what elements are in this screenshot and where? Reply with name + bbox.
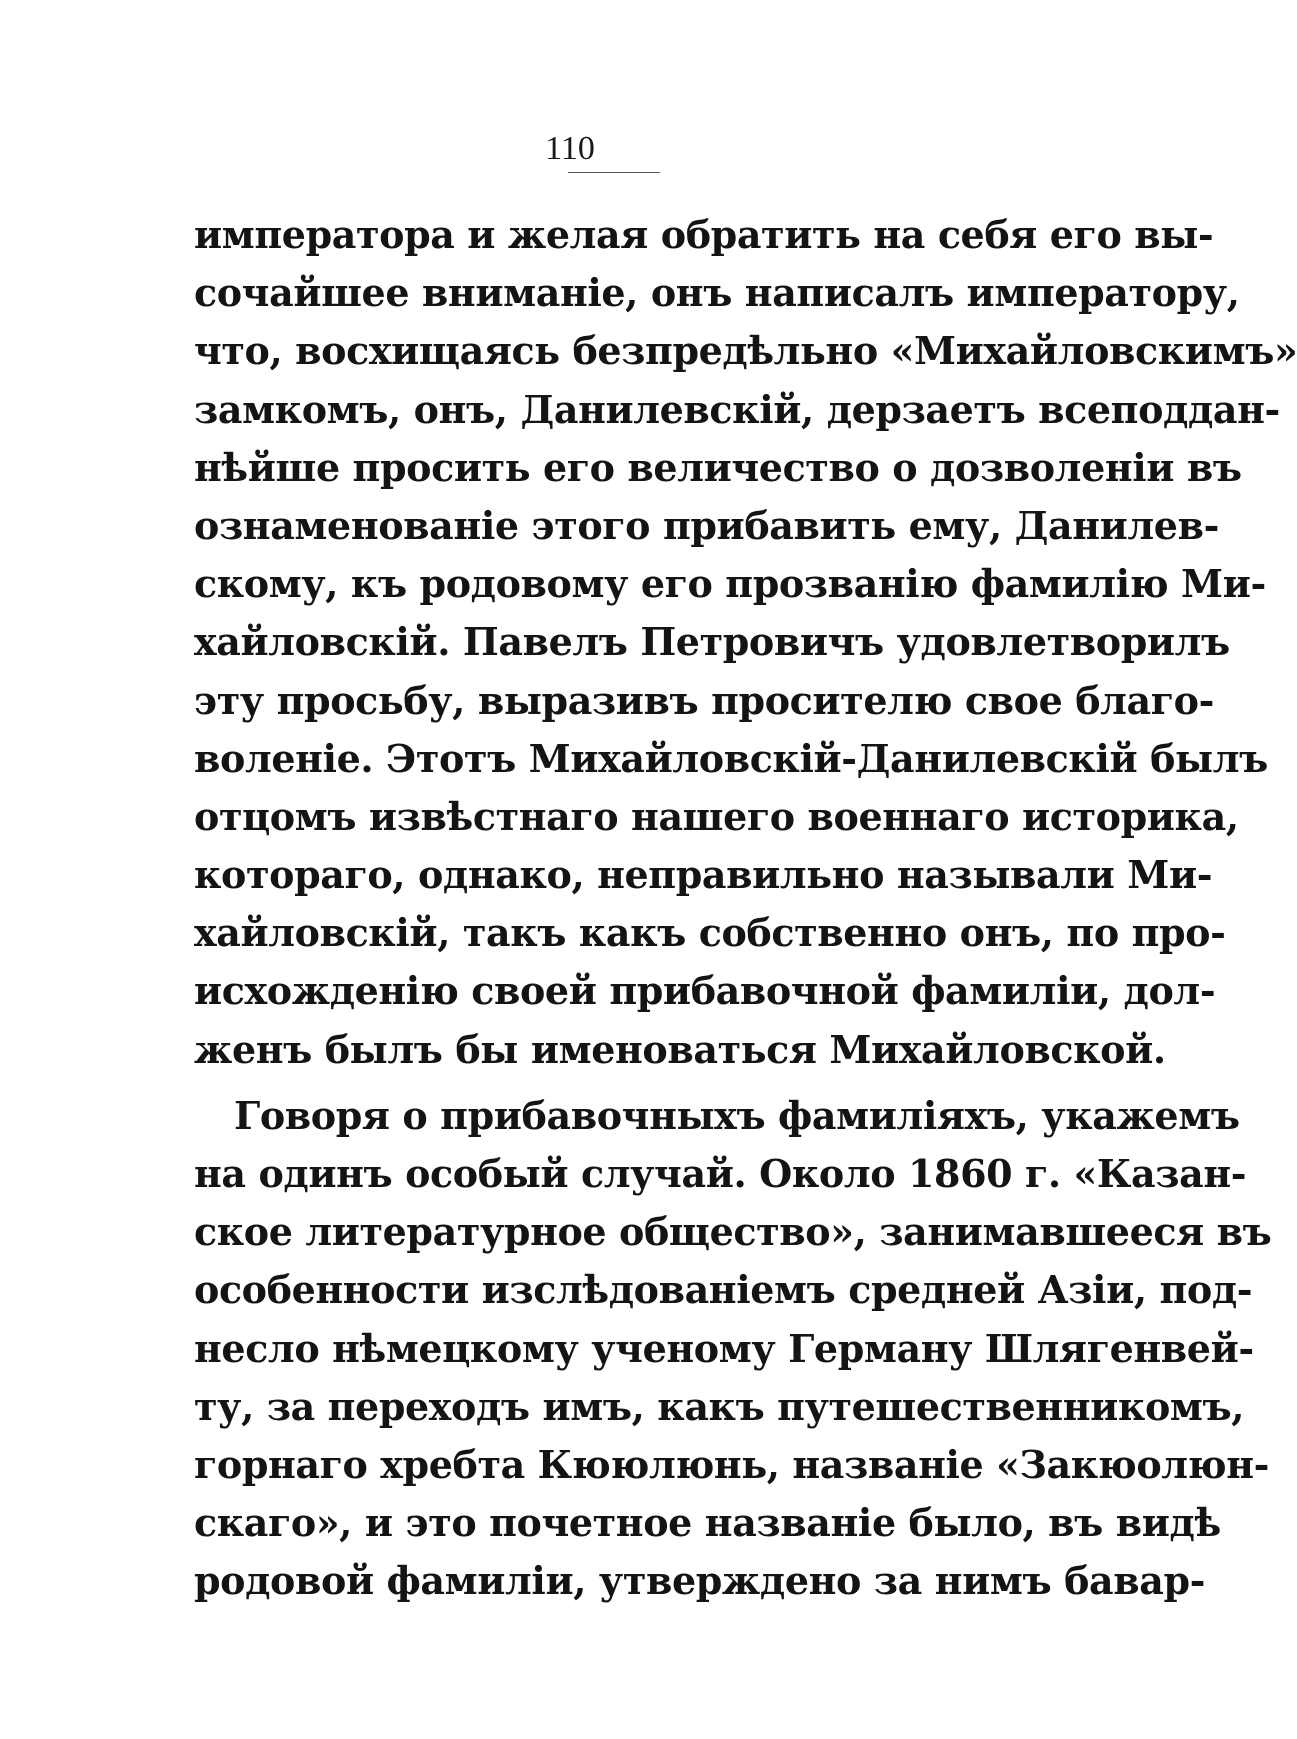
text-line: что, восхищаясь безпредѣльно «Михайловскимъ» — [194, 328, 1297, 374]
page-number-rule — [568, 172, 660, 173]
text-line: ту, за переходъ имъ, какъ путешественникомъ, — [194, 1383, 1245, 1429]
text-line: скаго», и это почетное названіе было, въ видѣ — [194, 1500, 1221, 1546]
text-line: Говоря о прибавочныхъ фамиліяхъ, укажемъ — [234, 1092, 1240, 1138]
paragraph-gap — [194, 1079, 1036, 1087]
text-line: эту просьбу, выразивъ просителю свое благо- — [194, 677, 1214, 723]
paragraph-2 — [194, 1087, 1272, 1611]
text-line: горнаго хребта Кююлюнь, названіе «Закюолюн- — [194, 1441, 1270, 1487]
text-line: ское литературное общество», занимавшееся въ — [194, 1209, 1272, 1255]
text-line: женъ былъ бы именоваться Михайловской. — [194, 1026, 1166, 1072]
text-line: на одинъ особый случай. Около 1860 г. «Казан- — [194, 1151, 1247, 1196]
text-line: отцомъ извѣстнаго нашего военнаго историка, — [194, 793, 1239, 839]
text-line: императора и желая обратить на себя его вы- — [194, 212, 1214, 257]
page-number: 110 — [545, 130, 595, 167]
text-line: нѣйше просить его величество о дозволеніи въ — [194, 444, 1242, 490]
body-text — [194, 206, 1297, 1611]
text-line: скому, къ родовому его прозванію фамилію Ми- — [194, 561, 1266, 607]
text-line: несло нѣмецкому ученому Герману Шлягенвей- — [194, 1325, 1254, 1371]
text-line: котораго, однако, неправильно называли Ми- — [194, 852, 1213, 898]
paragraph-1 — [194, 206, 1297, 1079]
text-line: родовой фамиліи, утверждено за нимъ бавар- — [194, 1558, 1206, 1604]
text-line: замкомъ, онъ, Данилевскій, дерзаетъ всеподдан- — [194, 386, 1280, 432]
text-line: особенности изслѣдованіемъ средней Азіи, под- — [194, 1267, 1253, 1313]
text-line: хайловскій, такъ какъ собственно онъ, по про- — [194, 910, 1226, 956]
text-line: сочайшее вниманіе, онъ написалъ императору, — [194, 270, 1240, 316]
text-line: хайловскій. Павелъ Петровичъ удовлетворилъ — [194, 619, 1230, 665]
text-line: исхожденію своей прибавочной фамиліи, дол- — [194, 968, 1216, 1014]
text-line: ознаменованіе этого прибавить ему, Данилев- — [194, 502, 1219, 548]
text-line: воленіе. Этотъ Михайловскій-Данилевскій былъ — [194, 735, 1268, 781]
